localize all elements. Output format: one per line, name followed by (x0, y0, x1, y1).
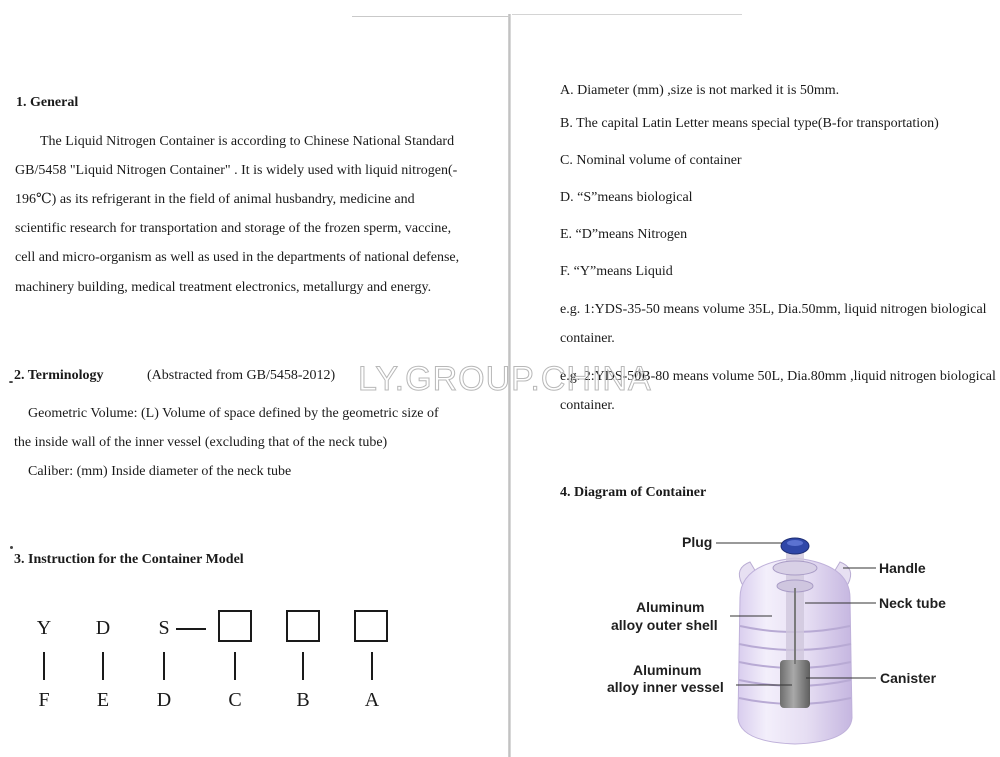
model-connector (302, 652, 304, 680)
model-connector (234, 652, 236, 680)
model-connector (102, 652, 104, 680)
model-letter-y: Y (36, 617, 52, 639)
label-neck-tube: Neck tube (879, 595, 946, 611)
label-plug: Plug (682, 534, 713, 550)
model-connector (43, 652, 45, 680)
model-letter-f: F (38, 689, 50, 711)
model-letter-d: D (95, 617, 111, 639)
section-general-heading: 1. General (16, 95, 79, 110)
label-outer-shell-line1: Aluminum (636, 599, 705, 615)
example-2: e.g. 2:YDS-50B-80 means volume 50L, Dia.80mm ,liquid nitrogen biological (560, 369, 996, 384)
general-line: scientific research for transportation and storage of the frozen sperm, vaccine, (15, 221, 452, 236)
example-2-cont: container. (560, 398, 615, 413)
model-box-b (286, 610, 320, 642)
model-box-a (354, 610, 388, 642)
scan-speck (9, 381, 13, 383)
model-connector (371, 652, 373, 680)
model-letter-b: B (296, 689, 310, 711)
terminology-source: (Abstracted from GB/5458-2012) (147, 368, 336, 383)
terminology-line: Geometric Volume: (L) Volume of space defined by the geometric size of (28, 406, 439, 421)
model-letter-e: E (96, 689, 110, 711)
model-dash (176, 628, 206, 630)
terminology-line: the inside wall of the inner vessel (excluding that of the neck tube) (14, 435, 388, 450)
example-1-cont: container. (560, 331, 615, 346)
model-letter-c: C (228, 689, 242, 711)
code-c: C. Nominal volume of container (560, 153, 742, 168)
code-b: B. The capital Latin Letter means special type(B-for transportation) (560, 116, 939, 131)
watermark-text: LY.GROUP.CHINA (358, 360, 652, 398)
code-e: E. “D”means Nitrogen (560, 227, 688, 242)
general-line: 196℃) as its refrigerant in the field of animal husbandry, medicine and (15, 192, 415, 207)
label-inner-vessel-line2: alloy inner vessel (607, 679, 724, 695)
model-letter-d: D (156, 689, 172, 711)
scan-speck (10, 546, 13, 549)
label-inner-vessel-line1: Aluminum (633, 662, 702, 678)
model-box-c (218, 610, 252, 642)
code-f: F. “Y”means Liquid (560, 264, 673, 279)
section-terminology-heading: 2. Terminology (14, 368, 104, 383)
code-a: A. Diameter (mm) ,size is not marked it is 50mm. (560, 83, 840, 98)
label-canister: Canister (880, 670, 937, 686)
model-connector (163, 652, 165, 680)
section-diagram-heading: 4. Diagram of Container (560, 485, 707, 500)
terminology-line: Caliber: (mm) Inside diameter of the neck tube (28, 464, 292, 479)
model-letter-a: A (364, 689, 380, 711)
model-letter-s: S (158, 617, 170, 639)
section-model-heading: 3. Instruction for the Container Model (14, 552, 244, 567)
code-d: D. “S”means biological (560, 190, 693, 205)
general-line: machinery building, medical treatment electronics, metallurgy and energy. (15, 280, 432, 295)
diagram-leader-lines (510, 528, 1000, 750)
general-line: The Liquid Nitrogen Container is according to Chinese National Standard (40, 134, 455, 149)
general-line: cell and micro-organism as well as used in the departments of national defense, (15, 250, 460, 265)
label-handle: Handle (879, 560, 926, 576)
general-line: GB/5458 "Liquid Nitrogen Container" . It is widely used with liquid nitrogen(- (15, 163, 458, 178)
example-1: e.g. 1:YDS-35-50 means volume 35L, Dia.50mm, liquid nitrogen biological (560, 302, 987, 317)
label-outer-shell-line2: alloy outer shell (611, 617, 718, 633)
